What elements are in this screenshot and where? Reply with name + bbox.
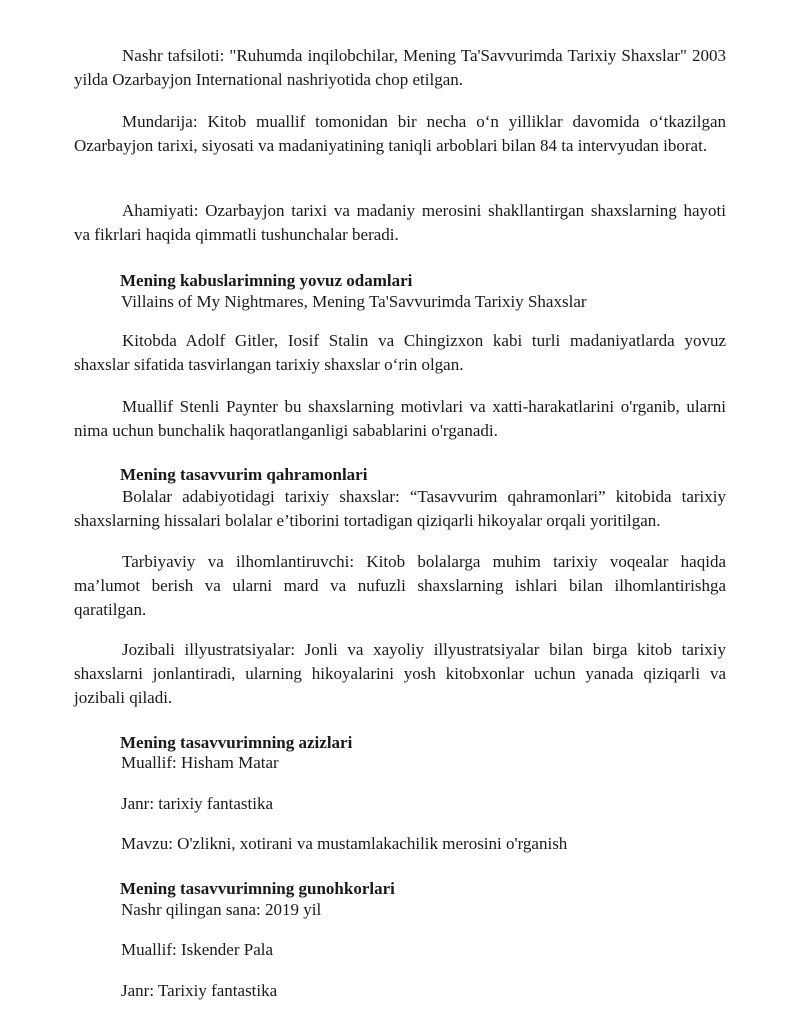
heroes-paragraph-1: Bolalar adabiyotidagi tarixiy shaxslar: “Tasavvurim qahramonlari” kitobida tarixiy shaxslarning hissalari bolalar e’tiborini tortadigan qiziqarli hikoyalar orqali yoritilgan.: [74, 487, 726, 530]
sinners-publication-date: Nashr qilingan sana: 2019 yil: [121, 900, 322, 919]
section-heading-sinners: Mening tasavvurimning gunohkorlari: [120, 879, 395, 898]
saints-theme: Mavzu: O'zlikni, xotirani va mustamlakachilik merosini o'rganish: [121, 834, 568, 853]
saints-author: Muallif: Hisham Matar: [121, 753, 279, 772]
section-heading-heroes: Mening tasavvurim qahramonlari: [120, 465, 368, 484]
publication-details-paragraph: Nashr tafsiloti: "Ruhumda inqilobchilar, Mening Ta'Savvurimda Tarixiy Shaxslar" 2003 yilda Ozarbayjon International nashriyotida chop etilgan.: [74, 46, 726, 89]
heroes-paragraph-2: Tarbiyaviy va ilhomlantiruvchi: Kitob bolalarga muhim tarixiy voqealar haqida ma’lumot berish va ularni mard va nufuzli shaxslarning ishlari bilan ilhomlantirishga qaratilgan.: [74, 552, 726, 619]
heroes-paragraph-3: Jozibali illyustratsiyalar: Jonli va xayoliy illyustratsiyalar bilan birga kitob tarixiy shaxslarni jonlantiradi, ularning hikoyalarini yosh kitobxonlar uchun yanada qiziqarli va jozibali qiladi.: [74, 640, 726, 707]
section-heading-villains: Mening kabuslarimning yovuz odamlari: [120, 271, 413, 290]
contents-paragraph: Mundarija: Kitob muallif tomonidan bir necha oʻn yilliklar davomida oʻtkazilgan Ozarbayjon tarixi, siyosati va madaniyatining taniqli arboblari bilan 84 ta intervyudan iborat.: [74, 112, 726, 155]
significance-paragraph: Ahamiyati: Ozarbayjon tarixi va madaniy merosini shakllantirgan shaxslarning hayoti va fikrlari haqida qimmatli tushunchalar beradi.: [74, 201, 726, 244]
sinners-genre: Janr: Tarixiy fantastika: [121, 981, 278, 1000]
villains-paragraph-1: Kitobda Adolf Gitler, Iosif Stalin va Chingizxon kabi turli madaniyatlarda yovuz shaxslar sifatida tasvirlangan tarixiy shaxslar oʻrin olgan.: [74, 331, 726, 374]
sinners-author: Muallif: Iskender Pala: [121, 940, 274, 959]
saints-genre: Janr: tarixiy fantastika: [121, 794, 274, 813]
section-subtitle-villains: Villains of My Nightmares, Mening Ta'Savvurimda Tarixiy Shaxslar: [121, 292, 587, 311]
section-heading-saints: Mening tasavvurimning azizlari: [120, 733, 353, 752]
villains-paragraph-2: Muallif Stenli Paynter bu shaxslarning motivlari va xatti-harakatlarini o'rganib, ularni nima uchun bunchalik haqoratlanganligi sabablarini o'rganadi.: [74, 397, 726, 440]
